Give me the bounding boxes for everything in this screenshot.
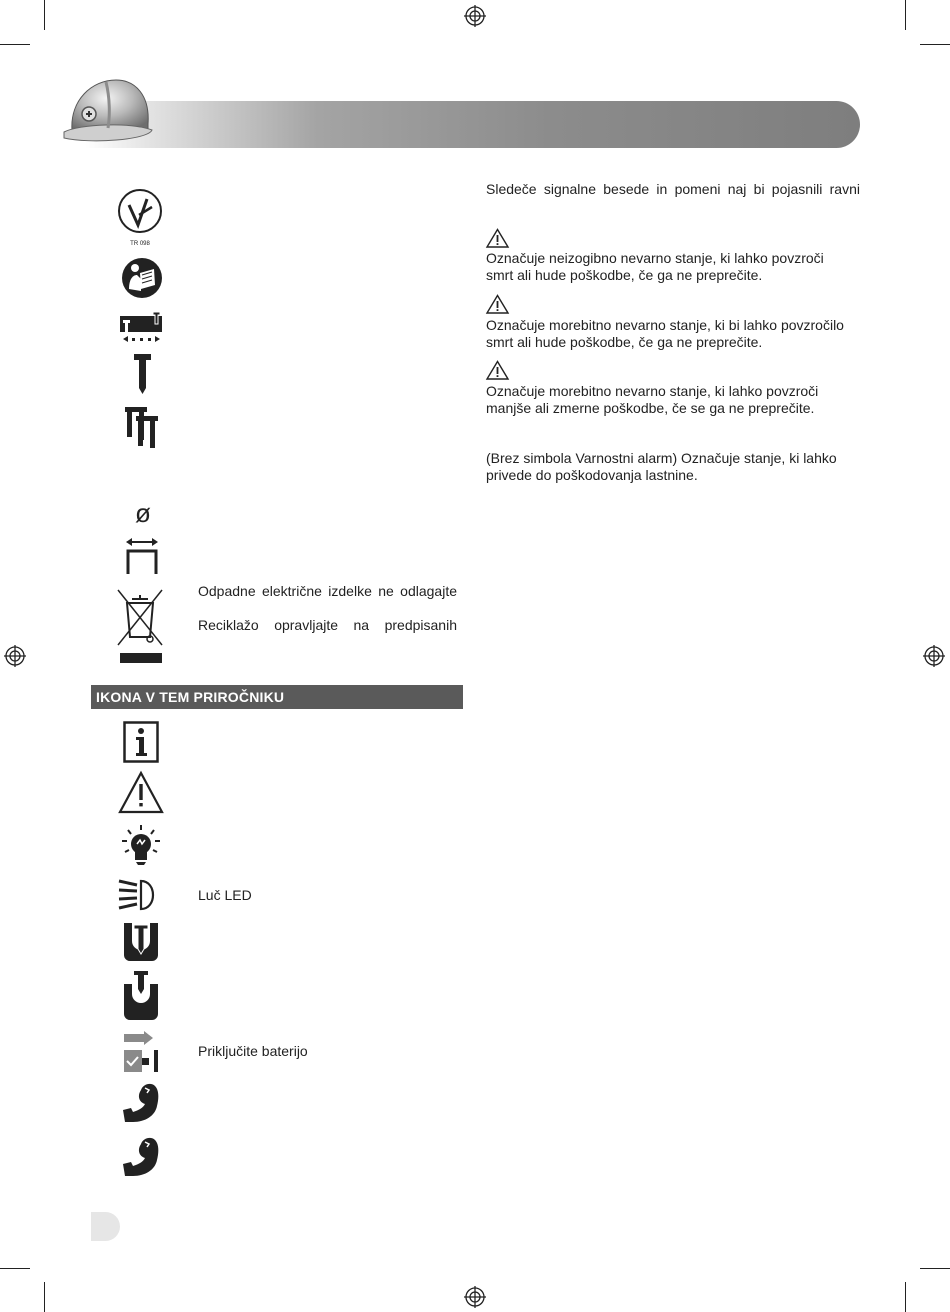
warning-triangle-icon [486, 360, 509, 380]
warning-triangle-icon [118, 771, 164, 814]
read-manual-icon [121, 257, 163, 299]
crop-mark [920, 44, 950, 45]
crop-mark [920, 1268, 950, 1269]
signal-words-intro: Sledeče signalne besede in pomeni naj bi pojasnili ravni [486, 181, 860, 197]
ukraine-certification-mark-icon [116, 187, 164, 247]
registration-mark-icon [4, 645, 26, 667]
safety-helmet-icon [60, 72, 155, 152]
notice-description-line1: (Brez simbola Varnostni alarm) Označuje stanje, ki lahko [486, 450, 837, 466]
section-heading: IKONA V TEM PRIROČNIKU [96, 689, 285, 705]
certification-code: TR 098 [130, 241, 150, 247]
led-light-label: Luč LED [198, 887, 252, 903]
weee-bin-icon [114, 587, 166, 665]
warning-description-line1: Označuje morebitno nevarno stanje, ki bi lahko povzročilo [486, 317, 844, 333]
header-bar [85, 101, 860, 148]
caution-description-line1: Označuje morebitno nevarno stanje, ki lahko povzroči [486, 383, 819, 399]
page-number-tab [91, 1212, 120, 1241]
warning-triangle-icon [486, 228, 509, 248]
registration-mark-icon [923, 645, 945, 667]
warning-triangle-icon [486, 294, 509, 314]
crop-mark [0, 44, 30, 45]
crop-mark [44, 0, 45, 30]
staple-icon [124, 406, 160, 448]
connect-battery-icon [121, 1030, 161, 1074]
contact-trip-mode-icon [123, 922, 159, 962]
flexed-arm-strength-icon [121, 1134, 161, 1178]
flexed-arm-strength-icon [121, 1080, 161, 1124]
crop-mark [905, 1282, 906, 1312]
section-heading-band [91, 685, 463, 709]
connect-battery-label: Priključite baterijo [198, 1043, 308, 1059]
danger-description-line1: Označuje neizogibno nevarno stanje, ki lahko povzroči [486, 250, 824, 266]
crop-mark [905, 0, 906, 30]
diameter-symbol: ø [135, 498, 151, 528]
info-icon [123, 721, 159, 763]
crop-mark [0, 1268, 30, 1269]
sequential-mode-icon [123, 970, 159, 1020]
registration-mark-icon [464, 5, 486, 27]
weee-text-line2: Reciklažo opravljajte na predpisanih [198, 617, 457, 633]
staple-width-icon [124, 537, 160, 575]
danger-description-line2: smrt ali hude poškodbe, če ga ne preprečite. [486, 267, 763, 283]
led-light-icon [117, 877, 163, 913]
weee-text-line1: Odpadne električne izdelke ne odlagajte [198, 583, 457, 599]
magazine-capacity-icon [119, 311, 164, 343]
caution-description-line2: manjše ali zmerne poškodbe, če se ga ne preprečite. [486, 400, 815, 416]
tip-light-bulb-icon [120, 824, 162, 866]
warning-description-line2: smrt ali hude poškodbe, če ga ne preprečite. [486, 334, 763, 350]
nail-icon [133, 353, 153, 395]
registration-mark-icon [464, 1286, 486, 1308]
crop-mark [44, 1282, 45, 1312]
notice-description-line2: privede do poškodovanja lastnine. [486, 467, 698, 483]
